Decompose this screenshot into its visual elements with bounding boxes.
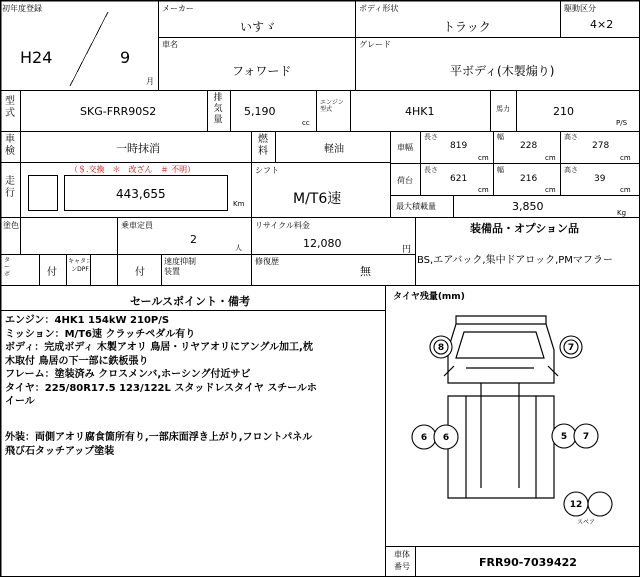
cab-length-label: 長さ: [424, 133, 438, 141]
sales-line: 外装：両側アオリ腐食箇所有り,一部床面浮き上がり,フロントパネル: [5, 432, 313, 443]
engine-label: エンジン型式: [320, 99, 344, 113]
shift-label: シフト: [255, 166, 279, 175]
sales-title: セールスポイント・備考: [130, 295, 251, 308]
bed-width-label: 幅: [497, 166, 504, 174]
recycle-unit: 円: [402, 245, 412, 255]
max-load-label: 最大積載量: [396, 202, 436, 211]
bed-width-unit: cm: [545, 186, 556, 194]
equipment-text: BS,エアバック,集中ドアロック,PMマフラー: [417, 255, 613, 266]
first-reg-label: 初年度登録: [2, 4, 42, 13]
mileage-value: 443,655: [116, 187, 166, 201]
cab-width-unit: cm: [545, 154, 556, 162]
capacity-label: 乗車定員: [121, 221, 153, 230]
bed-height-label: 高さ: [564, 166, 578, 174]
mileage-unit: Km: [233, 200, 245, 208]
drive-label: 駆動区分: [564, 4, 596, 13]
bed-height-unit: cm: [620, 186, 631, 194]
chassis-label: 車体番号: [394, 550, 410, 571]
sales-line: イール: [5, 396, 35, 407]
sales-line: エンジン：4HK1 154kW 210P/S: [5, 315, 170, 326]
frame-rails: [481, 383, 519, 488]
body-type-label: ボディ形状: [359, 4, 399, 13]
model-label: 型式: [5, 96, 15, 119]
tire-spare-value: 12: [569, 500, 583, 510]
model-value: SKG-FRR90S2: [80, 105, 157, 118]
cab-height-value: 278: [592, 141, 610, 151]
fuel-value: 軽油: [324, 144, 344, 155]
displacement-label: 排気量: [213, 93, 223, 125]
bed-dims-label: 荷台: [397, 176, 413, 185]
windshield-outline: [456, 332, 544, 358]
tire-rear-right-outer-value: 7: [582, 432, 590, 442]
body-type-value: トラック: [443, 20, 491, 34]
grade-label: グレード: [359, 40, 391, 49]
turbo-label: ターボ: [4, 257, 11, 278]
sales-line: フレーム：塗装済み クロスメンバ,ホーシング付近サビ: [5, 369, 251, 380]
inspection-label: 車検: [5, 134, 15, 157]
equipment-title: 装備品・オプション品: [470, 222, 580, 235]
chassis-value: FRR90-7039422: [479, 556, 577, 569]
tire-front-left-value: 8: [437, 343, 445, 353]
tire-front-right-value: 7: [567, 343, 575, 353]
mileage-label: 走行: [5, 176, 15, 199]
maker-value: いすゞ: [240, 20, 277, 34]
recycle-label: リサイクル料金: [255, 221, 310, 230]
sales-line: ボディ：完成ボディ 木製アオリ 鳥居・リヤアオリにアングル加工,枕: [5, 342, 313, 353]
sales-line: ミッション：M/T6速 クラッチペダル有り: [5, 328, 196, 340]
cab-length-value: 819: [450, 141, 468, 151]
capacity-value: 2: [190, 233, 197, 246]
car-name-value: フォワード: [232, 64, 292, 78]
max-load-value: 3,850: [512, 200, 544, 213]
mileage-mark-box: [28, 175, 58, 211]
tire-spare-label: スペア: [576, 519, 596, 526]
rear-left-tires: [412, 425, 458, 449]
displacement-value: 5,190: [244, 105, 276, 118]
bed-length-unit: cm: [478, 186, 489, 194]
cab-dims-label: 車幅: [397, 143, 413, 152]
sales-line: 木取付 鳥居の下一部に鉄板張り: [5, 355, 149, 367]
bed-inner-lines: [466, 396, 536, 498]
dpf-value: 付: [135, 267, 145, 278]
first-reg-month: 9: [120, 48, 131, 67]
shift-value: M/T6速: [293, 191, 342, 207]
cab-width-value: 228: [520, 141, 538, 151]
bed-length-label: 長さ: [424, 166, 438, 174]
repair-label: 修復歴: [255, 257, 279, 266]
inspection-value: 一時抹消: [116, 142, 160, 155]
power-label: 馬力: [496, 105, 510, 113]
rear-right-tires: [552, 424, 598, 448]
cab-roof-outline: [456, 316, 546, 324]
tire-rear-left-outer-value: 6: [420, 433, 428, 443]
cab-length-unit: cm: [478, 154, 489, 162]
recycle-value: 12,080: [303, 237, 342, 250]
sales-line: タイヤ：225/80R17.5 123/122L スタッドレスタイヤ スチールホ: [5, 382, 317, 394]
bed-outline: [448, 396, 554, 498]
capacity-unit: 人: [235, 244, 242, 252]
power-value: 210: [553, 105, 574, 118]
fuel-label: 燃料: [258, 134, 268, 157]
grade-value: 平ボディ(木製煽り): [450, 64, 555, 78]
displacement-unit: cc: [302, 119, 310, 127]
turbo-value: 付: [47, 267, 57, 278]
color-label: 塗色: [3, 221, 19, 230]
tire-title: タイヤ残量(mm): [393, 292, 465, 302]
sales-line: 飛び石タッチアップ塗装: [5, 445, 115, 457]
maker-label: メーカー: [162, 4, 194, 13]
power-unit: P/S: [616, 119, 628, 127]
cab-height-label: 高さ: [564, 133, 578, 141]
first-reg-month-unit: 月: [146, 77, 154, 86]
drive-value: 4×2: [590, 18, 614, 31]
speed-limiter-label: 速度抑制装置: [164, 257, 196, 276]
car-name-label: 車名: [162, 40, 178, 49]
max-load-unit: Kg: [617, 209, 627, 217]
bed-height-value: 39: [594, 174, 606, 184]
cab-height-unit: cm: [620, 154, 631, 162]
bed-width-value: 216: [520, 174, 538, 184]
tire-diagram: [386, 288, 640, 546]
dpf-label: キャタコンDPF: [68, 258, 93, 273]
first-reg-year: H24: [20, 48, 53, 67]
bed-length-value: 621: [450, 174, 468, 184]
tire-rear-left-inner-value: 6: [442, 433, 450, 443]
tire-rear-right-inner-value: 5: [560, 432, 568, 442]
engine-value: 4HK1: [405, 105, 435, 118]
cab-width-label: 幅: [497, 133, 504, 141]
repair-value: 無: [360, 265, 371, 278]
mileage-note: （＄.交換 ＊ 改ざん ＃ 不明）: [70, 165, 196, 174]
